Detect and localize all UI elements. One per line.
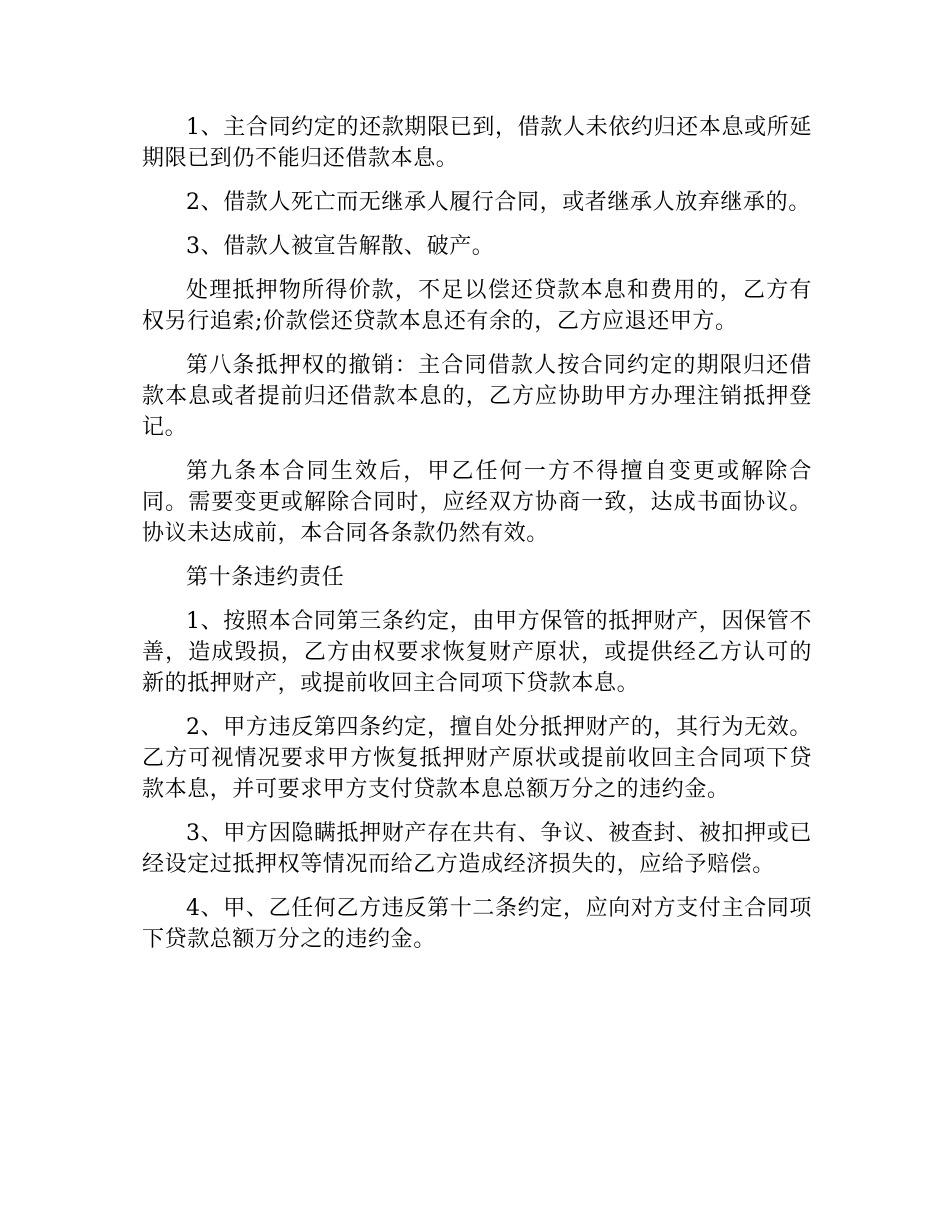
paragraph-article-8: 第八条抵押权的撤销：主合同借款人按合同约定的期限归还借款本息或者提前归还借款本息的，乙方应协助甲方办理注销抵押登记。 — [142, 353, 812, 440]
paragraph-proceeds-handling: 处理抵押物所得价款，不足以偿还贷款本息和费用的，乙方有权另行追索;价款偿还贷款本息还有余的，乙方应退还甲方。 — [142, 278, 812, 334]
heading-article-10: 第十条违约责任 — [186, 565, 345, 590]
document-page — [142, 112, 812, 968]
paragraph-breach-4: 4、甲、乙任何乙方违反第十二条约定，应向对方支付主合同项下贷款总额万分之的违约金。 — [142, 896, 812, 952]
paragraph-borrower-death: 2、借款人死亡而无继承人履行合同，或者继承人放弃继承的。 — [186, 190, 811, 215]
paragraph-repayment-due: 1、主合同约定的还款期限已到，借款人未依约归还本息或所延期限已到仍不能归还借款本息。 — [142, 115, 812, 171]
paragraph-breach-3: 3、甲方因隐瞒抵押财产存在共有、争议、被查封、被扣押或已经设定过抵押权等情况而给乙方造成经济损失的，应给予赔偿。 — [142, 821, 812, 877]
paragraph-breach-1: 1、按照本合同第三条约定，由甲方保管的抵押财产，因保管不善，造成毁损，乙方由权要求恢复财产原状，或提供经乙方认可的新的抵押财产，或提前收回主合同项下贷款本息。 — [142, 609, 812, 696]
paragraph-article-9: 第九条本合同生效后，甲乙任何一方不得擅自变更或解除合同。需要变更或解除合同时，应经双方协商一致，达成书面协议。协议未达成前，本合同各条款仍然有效。 — [142, 459, 812, 546]
paragraph-breach-2: 2、甲方违反第四条约定，擅自处分抵押财产的，其行为无效。乙方可视情况要求甲方恢复抵押财产原状或提前收回主合同项下贷款本息，并可要求甲方支付贷款本息总额万分之的违约金。 — [142, 715, 812, 802]
paragraph-borrower-bankruptcy: 3、借款人被宣告解散、破产。 — [186, 234, 495, 259]
